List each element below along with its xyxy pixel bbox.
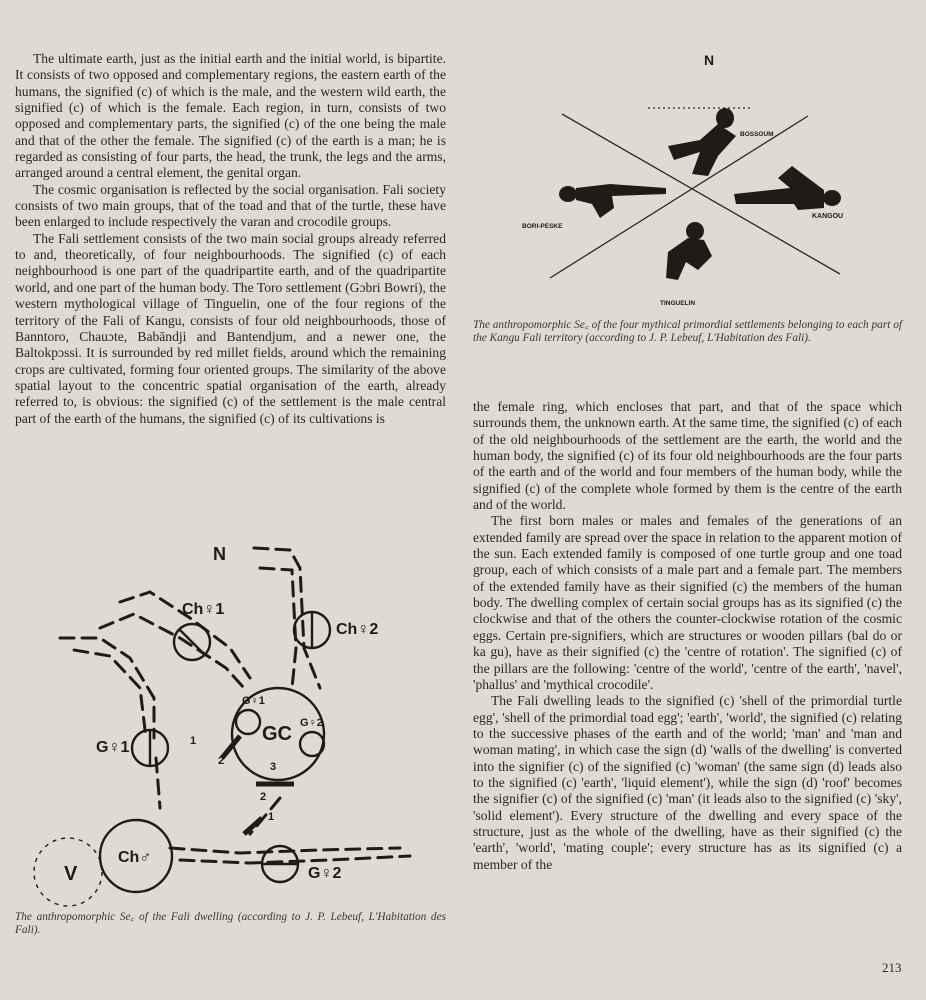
label-number: 1 [190,735,197,747]
north-label: N [704,52,715,68]
left-text-column [15,51,446,427]
human-figure-top [668,108,736,176]
label-g2: G♀2 [308,865,342,882]
label-bori-peske: BORI-PESKE [522,223,563,230]
label-chm: Ch♂ [118,849,152,866]
label-g1: G♀1 [96,739,130,756]
human-figure-bottom [666,222,712,280]
figure-settlements [522,48,860,313]
paragraph: The cosmic organisation is reflected by the social organisation. Fali society consists of two main groups, that of the toad and that of the turtle, these have been enlarged to include respectively the varan and crocodile groups. [15,181,446,230]
label-kangou: KANGOU [812,213,844,220]
figure-caption: The anthropomorphic Se꜀ of the Fali dwelling (according to J. P. Lebeuf, L'Habitation des Fali). [15,911,446,937]
label-ch1: Ch♀1 [182,601,225,618]
label-number: 2 [218,755,225,767]
label-number: 1 [268,811,275,823]
paragraph: The first born males or males and females of the generations of an extended family are spread over the space in relation to the apparent motion of the sun. Each extended family is composed of one turtle group and one toad group, each of which consists of a male part and a female part. The members of the extended family have as their signified (c) the members of the human body. The dwelling complex of certain social groups has as its signified (c) the clockwise and that of the others the counter-clockwise rotation of the cosmic eggs. Certain pre-signifiers, which are structures or wooden pillars (bal do or ka gu), have as their signified (c) the 'centre of rotation'. The signified (c) of the pillars are the following: 'centre of the world', 'centre of the earth', 'navel', 'phallus' and 'mythical crocodile'. [473,513,902,692]
paragraph: The Fali dwelling leads to the signified (c) 'shell of the primordial turtle egg', 'shell of the primordial toad egg'; 'earth', 'world', the signified (c) relating to the successive phases of the earth and of the world; 'man' and 'man and woman mating', in which case the sign (d) 'walls of the dwelling' is converted into the signifier (c) of the signified (c) 'woman' (the same sign (d) leads also to the signified (c) 'earth', 'liquid element'), while the sign (d) 'roof' becomes the signifier (c) of the signified (c) 'man' (it leads also to the signified (c) 'sky', 'solid element'). Every structure of the dwelling and every space of the structure, just as the whole of the dwelling, have as their signified (c) the 'earth', 'world', 'mating couple'; every structure has as its signified (c) a member of the [473,693,902,872]
label-ch2: Ch♀2 [336,621,379,638]
page-number: 213 [882,960,902,975]
label-gc-g2: G♀2 [300,717,323,729]
paragraph: The Fali settlement consists of the two main social groups already referred to and, theoretically, of four neighbourhoods. The signified (c) of each neighbourhood is one part of the quadripartite earth, and of the quadripartite world, and one part of the human body. The Toro settlement (Gɔbri Bowri), the western mythological village of Tinguelin, one of the four regions of the territory of the Fali of Kangu, consists of four old neighbourhoods, those of Banntoro, Chauɔte, Babāndji and Bantendjum, and a newer one, the Baltokpɔssi. It is surrounded by red millet fields, around which the remaining crops are cultivated, forming four oriented groups. The similarity of the above spatial layout to the concentric spatial organisation of the earth, already referred to, is obvious: the signified (c) of the settlement is the male central part of the earth of the humans, the signified (c) of its cultivations is [15,230,446,426]
north-label: N [213,544,226,564]
paragraph: The ultimate earth, just as the initial earth and the initial world, is bipartite. It consists of two opposed and complementary regions, the eastern earth of the humans, the signified (c) of which is the male, and the western wild earth, the signified (c) of which is the female. Each region, in turn, consists of two opposed and complementary parts, the signified (c) of the one being the male and that of the other the female. The signified (c) of the earth is a man; he is regarded as consisting of four parts, the head, the trunk, the legs and the arms, arranged around a central element, the genital organ. [15,51,446,181]
paragraph: the female ring, which encloses that part, and that of the space which surrounds them, the unknown earth. At the same time, the signified (c) of each of the old neighbourhoods of the settlement are the earth, the world and the human body, the signified (c) of its four old neighbourhoods are the four parts of the earth and of the world and four members of the human body, while the signified (c) of the complete whole formed by them is the centre of the earth and of the world. [473,399,902,513]
right-text-column [473,399,902,873]
label-number: 3 [270,761,277,773]
label-tinguelin: TINGUELIN [660,300,696,307]
label-v: V [64,863,78,885]
figure-dwelling-plan [30,538,440,908]
label-number: 2 [260,791,267,803]
human-figure-right [734,166,841,210]
label-gc: GC [262,723,292,745]
human-figure-left [559,184,666,218]
label-gc-g1: G♀1 [242,695,265,707]
figure-caption: The anthropomorphic Se꜀ of the four mythical primordial settlements belonging to each part of the Kangu Fali territory (according to J. P. Lebeuf, L'Habitation des Fali). [473,319,902,345]
label-bossoum: BOSSOUM [740,131,774,138]
